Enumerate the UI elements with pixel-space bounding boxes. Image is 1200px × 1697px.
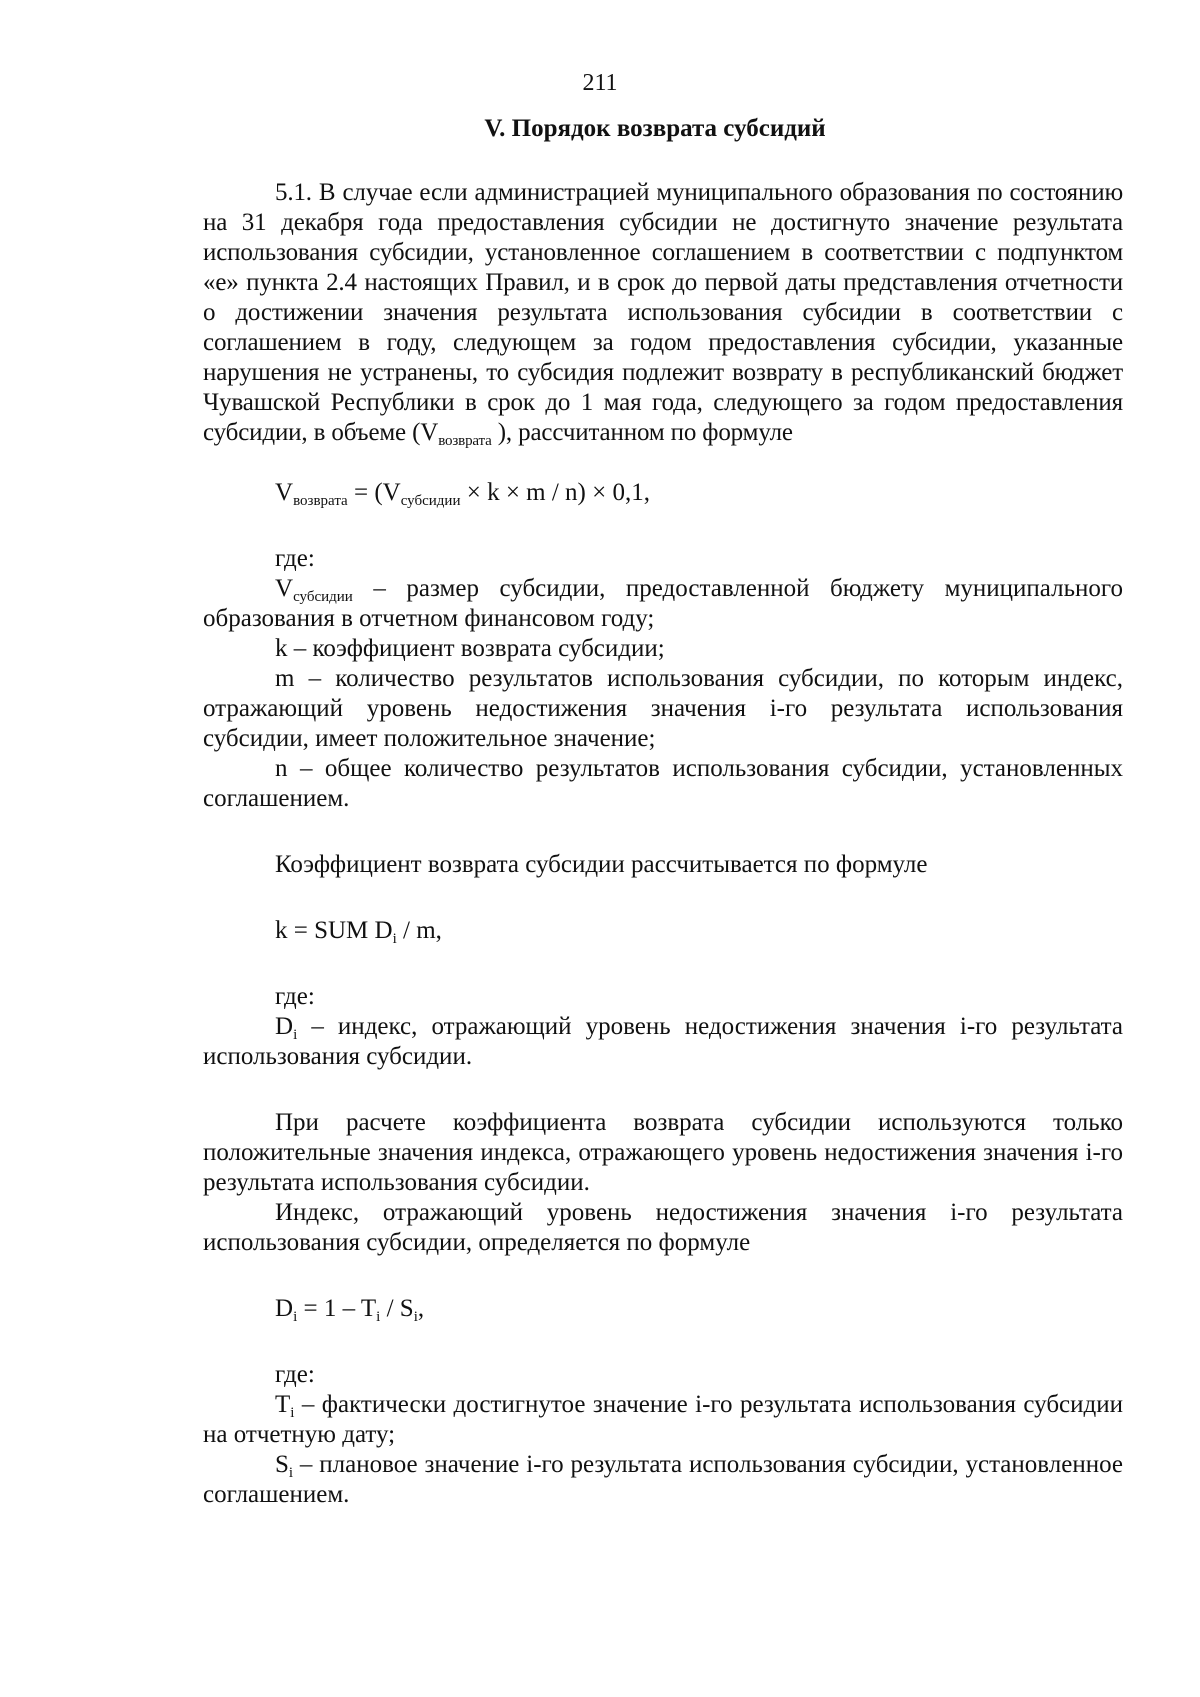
paragraph-5-1: [203, 178, 1123, 448]
subscript: i: [392, 931, 397, 947]
subscript: i: [288, 1465, 294, 1481]
where-label: где:: [275, 983, 315, 1010]
definition-s: [203, 1450, 1123, 1510]
paragraph-5-1-tail: ), рассчитанном по формуле: [491, 419, 793, 446]
formula-part: × k × m / n) × 0,1,: [460, 479, 650, 506]
formula-part: / S: [380, 1295, 414, 1322]
definition-variable: S: [275, 1451, 289, 1478]
page-number: 211: [582, 70, 618, 96]
subscript: субсидии: [400, 493, 461, 509]
definition-variable: T: [275, 1391, 291, 1418]
formula-coefficient: [203, 916, 1123, 946]
definition-text: – индекс, отражающий уровень недостижения значения i-го результата использования субсидии.: [203, 1013, 1123, 1070]
formula-part: = 1 – T: [297, 1295, 377, 1322]
index-text: Индекс, отражающий уровень недостижения значения i-го результата использования субсидии, определяется по формуле: [203, 1199, 1123, 1256]
formula-part: = (V: [347, 479, 401, 506]
subscript: i: [290, 1405, 295, 1421]
definition-text: – фактически достигнутое значение i-го результата использования субсидии на отчетную дату;: [203, 1391, 1123, 1448]
definition-variable: D: [275, 1013, 294, 1040]
formula-part: ,: [417, 1295, 425, 1322]
formula-part: D: [275, 1295, 294, 1322]
formula-part: k = SUM D: [275, 917, 393, 944]
calculation-text: При расчете коэффициента возврата субсидии используются только положительные значения индекса, отражающего уровень недостижения значения i-го результата использования субсидии.: [203, 1109, 1123, 1196]
coefficient-text: Коэффициент возврата субсидии рассчитывается по формуле: [275, 851, 928, 878]
formula-variable: V: [275, 479, 294, 506]
definition-v-subsidy: [203, 574, 1123, 634]
formula-index: [203, 1294, 1123, 1324]
definition-t: [203, 1390, 1123, 1450]
document-body: [203, 178, 1123, 1510]
subscript: i: [293, 1309, 298, 1325]
where-label: где:: [275, 545, 315, 572]
formula-return-volume: [203, 478, 1123, 508]
definition-k: k – коэффициент возврата субсидии;: [275, 635, 665, 662]
where-label: где:: [275, 1361, 315, 1388]
paragraph-5-1-text: 5.1. В случае если администрацией муниципального образования по состоянию на 31 декабря года предоставления субсидии не достигнуто значение результата использования субсидии, установленное соглашением в соответствии с подпунктом «е» пункта 2.4 настоящих Правил, и в срок до первой даты представления отчетности о достижении значения результата использования субсидии в соответствии с соглашением в году, следующем за годом предоставления субсидии, указанные нарушения не устранены, то субсидия подлежит возврату в республиканский бюджет Чувашской Республики в срок до 1 мая года, следующего за годом предоставления субсидии, в объеме (V: [203, 179, 1123, 446]
definition-text: – плановое значение i-го результата использования субсидии, установленное соглашением.: [203, 1451, 1123, 1508]
subscript: возврата: [293, 493, 348, 509]
subscript: возврата: [438, 433, 492, 449]
subscript: субсидии: [293, 589, 353, 605]
definition-d: [203, 1012, 1123, 1072]
definition-n: n – общее количество результатов использования субсидии, установленных соглашением.: [203, 755, 1123, 812]
subscript: i: [413, 1309, 418, 1325]
definition-text: – размер субсидии, предоставленной бюджету муниципального образования в отчетном финансовом году;: [203, 575, 1123, 632]
definition-variable: V: [275, 575, 294, 602]
section-heading: V. Порядок возврата субсидий: [484, 115, 826, 142]
formula-part: / m,: [396, 917, 442, 944]
subscript: i: [376, 1309, 381, 1325]
definition-m: m – количество результатов использования субсидии, по которым индекс, отражающий уровень недостижения значения i-го результата использования субсидии, имеет положительное значение;: [203, 665, 1123, 752]
subscript: i: [293, 1027, 298, 1043]
